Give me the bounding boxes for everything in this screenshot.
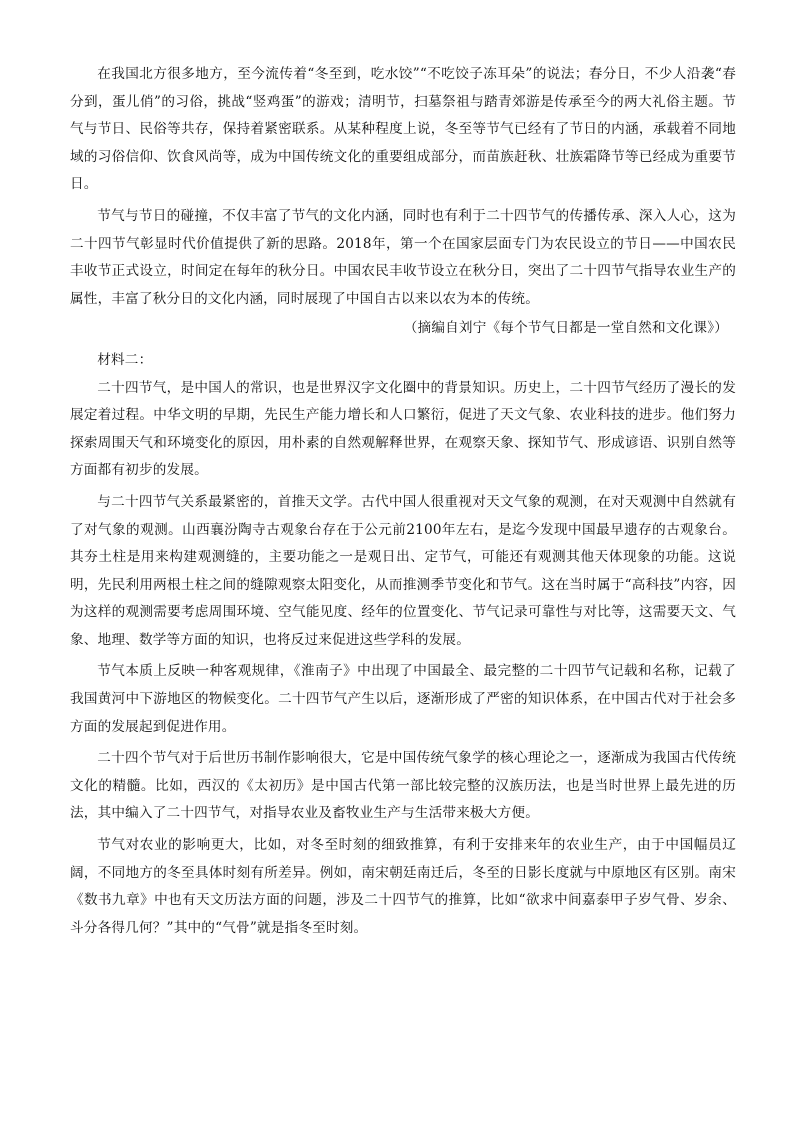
paragraph-astronomy: 与二十四节气关系最紧密的，首推天文学。古代中国人很重视对天文气象的观测，在对天观测中自然就有了对气象的观测。山西襄汾陶寺古观象台存在于公元前2100年左右，是迄今发现中国最早遗存的古观象台。其夯土柱是用来构建观测缝的，主要功能之一是观日出、定节气，可能还有观测其他天体现象的功能。这说明，先民利用两根土柱之间的缝隙观察太阳变化，从而推测季节变化和节气。这在当时属于“高科技”内容，因为这样的观测需要考虑周围环境、空气能见度、经年的位置变化、节气记录可靠性与对比等，这需要天文、气象、地理、数学等方面的知识，也将反过来促进这些学科的发展。 bbox=[70, 493, 736, 648]
material-two-label: 材料二： bbox=[97, 351, 153, 368]
paragraph-common-knowledge: 二十四节气，是中国人的常识，也是世界汉字文化圈中的背景知识。历史上，二十四节气经历了漫长的发展定着过程。中华文明的早期，先民生产能力增长和人口繁衍，促进了天文气象、农业科技的进步。他们努力探索周围天气和环境变化的原因，用朴素的自然观解释世界，在观察天象、探知节气、形成谚语、识别自然等方面都有初步的发展。 bbox=[70, 379, 736, 479]
paragraph-festivals-customs: 在我国北方很多地方，至今流传着“冬至到，吃水饺”“不吃饺子冻耳朵”的说法；春分日，不少人沿袭“春分到，蛋儿俏”的习俗，挑战“竖鸡蛋”的游戏；清明节，扫墓祭祖与踏青郊游是传承至今的两大礼俗主题。节气与节日、民俗等共存，保持着紧密联系。从某种程度上说，冬至等节气已经有了节日的内涵，承载着不同地域的习俗信仰、饮食风尚等，成为中国传统文化的重要组成部分，而苗族赶秋、壮族霜降节等已经成为重要节日。 bbox=[70, 66, 736, 193]
paragraph-calendar-influence: 二十四个节气对于后世历书制作影响很大，它是中国传统气象学的核心理论之一，逐渐成为我国古代传统文化的精髓。比如，西汉的《太初历》是中国古代第一部比较完整的汉族历法，也是当时世界上最先进的历法，其中编入了二十四节气，对指导农业及畜牧业生产与生活带来极大方便。 bbox=[70, 750, 736, 822]
paragraph-objective-law: 节气本质上反映一种客观规律，《淮南子》中出现了中国最全、最完整的二十四节气记载和名称，记载了我国黄河中下游地区的物候变化。二十四节气产生以后，逐渐形成了严密的知识体系，在中国古代对于社会多方面的发展起到促进作用。 bbox=[70, 663, 736, 735]
paragraph-festival-collision: 节气与节日的碰撞，不仅丰富了节气的文化内涵，同时也有利于二十四节气的传播传承、深入人心，这为二十四节气彰显时代价值提供了新的思路。2018年，第一个在国家层面专门为农民设立的节日——中国农民丰收节正式设立，时间定在每年的秋分日。中国农民丰收节设立在秋分日，突出了二十四节气指导农业生产的属性，丰富了秋分日的文化内涵，同时展现了中国自古以来以农为本的传统。 bbox=[70, 207, 736, 307]
paragraph-agriculture: 节气对农业的影响更大，比如，对冬至时刻的细致推算，有利于安排来年的农业生产，由于中国幅员辽阔，不同地方的冬至具体时刻有所差异。例如，南宋朝廷南迁后，冬至的日影长度就与中原地区有区别。南宋《数书九章》中也有天文历法方面的问题，涉及二十四节气的推算，比如“欲求中间嘉泰甲子岁气骨、岁余、斗分各得几何？”其中的“气骨”就是指冬至时刻。 bbox=[70, 837, 736, 936]
source-attribution: （摘编自刘宁《每个节气日都是一堂自然和文化课》） bbox=[403, 320, 728, 337]
